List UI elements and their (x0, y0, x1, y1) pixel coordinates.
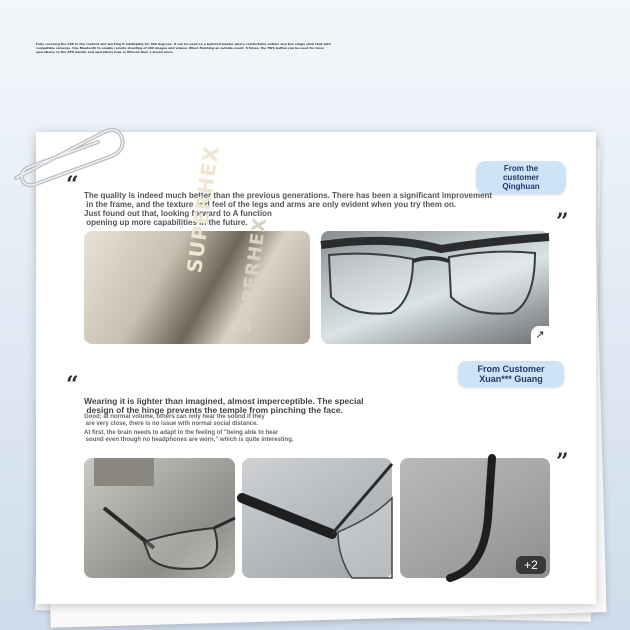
review-minor-text (84, 414, 384, 444)
review-line: opening up more capabilities in the future. (84, 218, 248, 227)
customer-badge (458, 361, 564, 387)
review-line: sound even though no headphones are worn," which is quite interesting. (84, 437, 294, 443)
badge-line: From the customer (502, 164, 539, 182)
glasses-illustration (242, 458, 392, 578)
open-quote-icon: “ (66, 172, 79, 198)
glasses-illustration (84, 458, 235, 578)
badge-line: From Customer (477, 364, 545, 374)
review-line: in the frame, and the texture and feel of the legs and arms are only evident when you try them on. (84, 200, 457, 209)
review-line: design of the hinge prevents the temple from pinching the face. (84, 405, 343, 415)
review-line: At first, the brain needs to adapt to the feeling of "being able to hear (84, 430, 279, 436)
customer-badge (476, 161, 566, 194)
badge-line: Xuan*** Guang (479, 374, 543, 384)
review-text (84, 191, 554, 227)
photo-product-label: SUPERHEX (234, 215, 271, 334)
review-photo[interactable] (321, 231, 549, 344)
header-note: Fully covering the APP in the content and working it intelligibly for 360 degrees. If can be used on a bulleted handle where comfortable outline and two single stick that with compatible cameras. Use Bluetooth to enable remote shooting of still images and videos. When finishing an outside event, 5 times, the TWS button can be used for more operations; in the APP handle and operations help or filtered item 1 aimed more. (36, 42, 331, 54)
review-line: Just found out that, looking forward to A function (84, 209, 272, 218)
close-quote-icon: ” (556, 449, 569, 475)
review-text (84, 397, 444, 415)
review-line: The quality is indeed much better than the previous generations. There has been a significant improvement (84, 191, 493, 200)
more-photos-count[interactable]: +2 (516, 556, 546, 574)
review-line: Good; at normal volume, others can only hear the sound if they (84, 414, 265, 420)
glasses-illustration (321, 231, 549, 344)
review-photo[interactable] (400, 458, 550, 578)
photo-product-label: SUPERHEX (182, 144, 224, 275)
review-photo[interactable] (84, 458, 235, 578)
close-quote-icon: ” (556, 209, 569, 235)
review-photo[interactable] (242, 458, 392, 578)
review-line: Wearing it is lighter than imagined, almost imperceptible. The special (84, 396, 364, 406)
expand-icon[interactable]: ↗ (531, 326, 549, 344)
review-line: are very close, there is no issue with normal social distance. (84, 421, 259, 427)
badge-line: Qinghuan (502, 182, 540, 191)
open-quote-icon: “ (66, 372, 79, 398)
